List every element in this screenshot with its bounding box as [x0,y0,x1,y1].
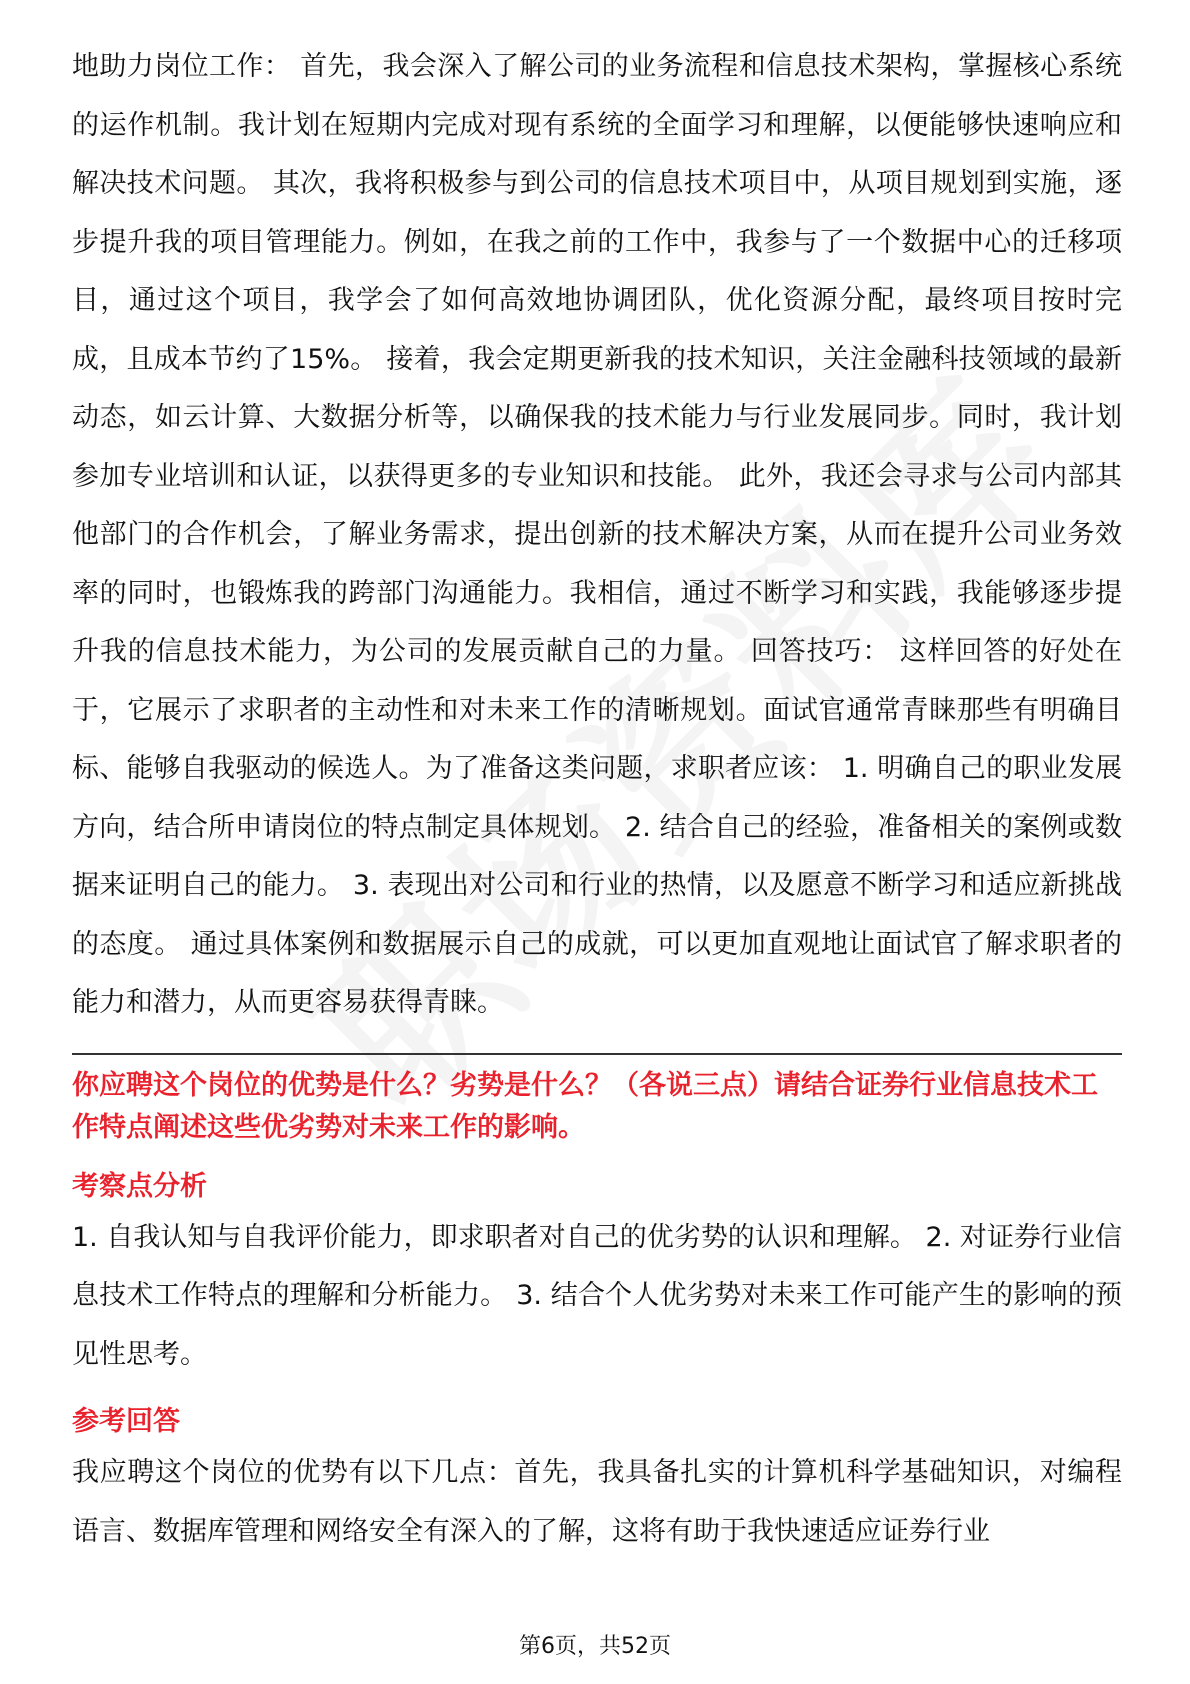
page-content [72,38,1122,1561]
page-number-footer: 第6页，共52页 [519,1634,671,1659]
section-divider [72,1053,1122,1055]
analysis-heading: 考察点分析 [72,1170,207,1202]
question-title: 你应聘这个岗位的优势是什么？劣势是什么？（各说三点）请结合证券行业信息技术工作特点阐述这些优劣势对未来工作的影响。 [72,1069,1098,1143]
reference-answer-body: 我应聘这个岗位的优势有以下几点：首先，我具备扎实的计算机科学基础知识，对编程语言、数据库管理和网络安全有深入的了解，这将有助于我快速适应证券行业 [72,1457,1122,1547]
analysis-body: 1. 自我认知与自我评价能力，即求职者对自己的优劣势的认识和理解。 2. 对证券行业信息技术工作特点的理解和分析能力。 3. 结合个人优劣势对未来工作可能产生的影响的预见性思考。 [72,1221,1122,1370]
answer-continuation-paragraph: 地助力岗位工作： 首先，我会深入了解公司的业务流程和信息技术架构，掌握核心系统的运作机制。我计划在短期内完成对现有系统的全面学习和理解，以便能够快速响应和解决技术问题。 其次，我将积极参与到公司的信息技术项目中，从项目规划到实施，逐步提升我的项目管理能力。例如，在我之前的工作中，我参与了一个数据中心的迁移项目，通过这个项目，我学会了如何高效地协调团队，优化资源分配，最终项目按时完成，且成本节约了15%。 接着，我会定期更新我的技术知识，关注金融科技领域的最新动态，如云计算、大数据分析等，以确保我的技术能力与行业发展同步。同时，我计划参加专业培训和认证，以获得更多的专业知识和技能。 此外，我还会寻求与公司内部其他部门的合作机会，了解业务需求，提出创新的技术解决方案，从而在提升公司业务效率的同时，也锻炼我的跨部门沟通能力。我相信，通过不断学习和实践，我能够逐步提升我的信息技术能力，为公司的发展贡献自己的力量。 回答技巧： 这样回答的好处在于，它展示了求职者的主动性和对未来工作的清晰规划。面试官通常青睐那些有明确目标、能够自我驱动的候选人。为了准备这类问题，求职者应该： 1. 明确自己的职业发展方向，结合所申请岗位的特点制定具体规划。 2. 结合自己的经验，准备相关的案例或数据来证明自己的能力。 3. 表现出对公司和行业的热情，以及愿意不断学习和适应新挑战的态度。 通过具体案例和数据展示自己的成就，可以更加直观地让面试官了解求职者的能力和潜力，从而更容易获得青睐。 [72,51,1122,1018]
reference-answer-heading: 参考回答 [72,1406,180,1437]
